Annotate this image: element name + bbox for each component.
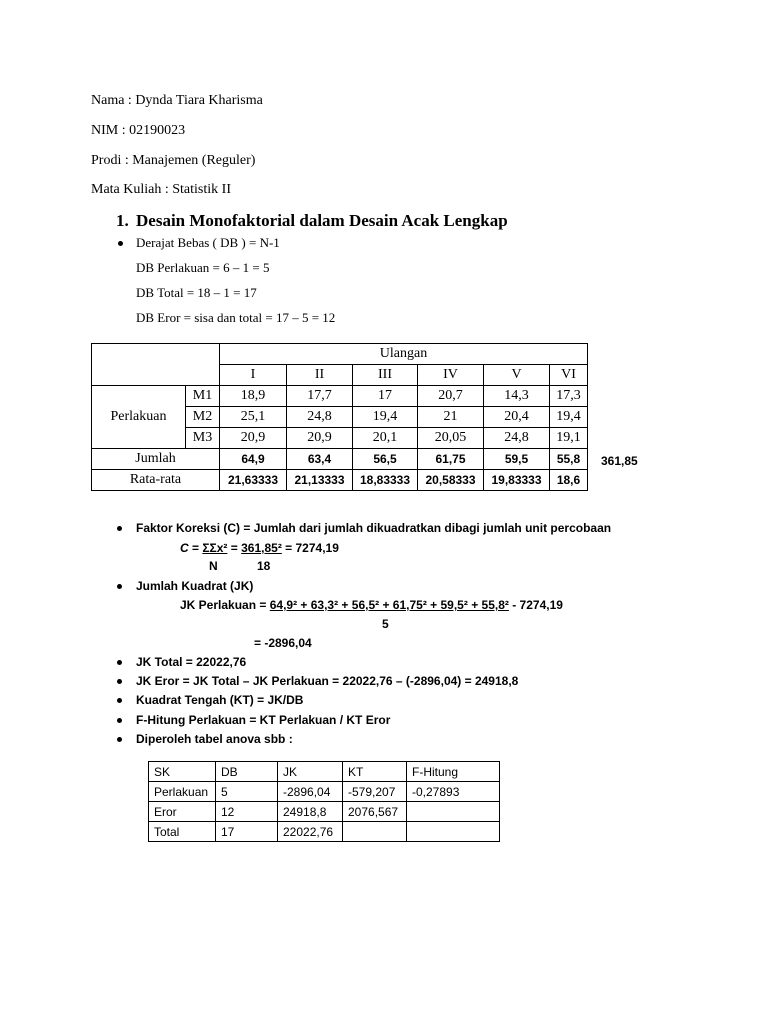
fk-equals: =: [188, 541, 203, 555]
section-number: 1.: [116, 211, 129, 230]
jk-perlakuan-result: = -2896,04: [254, 636, 312, 650]
perlakuan-label: Perlakuan: [92, 386, 186, 449]
db-eror: DB Eror = sisa dan total = 17 – 5 = 12: [136, 310, 336, 325]
empty-corner-cell: [92, 344, 220, 386]
anova-table: [148, 761, 500, 842]
fk-equals-2: =: [227, 541, 242, 555]
row-label: M2: [186, 407, 220, 428]
jk-minus: - 7274,19: [508, 598, 563, 612]
table-row: [149, 782, 500, 802]
db-perlakuan: DB Perlakuan = 6 – 1 = 5: [136, 260, 270, 275]
table-cell: -579,207: [343, 782, 407, 802]
observation-table: [91, 343, 588, 491]
table-cell: 17: [353, 386, 418, 407]
jumlah-cell: 59,5: [484, 449, 550, 470]
bullet-icon: [117, 737, 122, 742]
table-cell: 18,9: [220, 386, 287, 407]
table-cell: 20,4: [484, 407, 550, 428]
jk-numerator: 64,9² + 63,3² + 56,5² + 61,75² + 59,5² + 55,8²: [269, 598, 509, 612]
table-cell: [407, 822, 500, 842]
section-title: Desain Monofaktorial dalam Desain Acak Lengkap: [136, 211, 508, 230]
column-header: I: [220, 365, 287, 386]
column-header: VI: [550, 365, 588, 386]
column-header: V: [484, 365, 550, 386]
fk-denominator-n: N: [209, 559, 218, 573]
table-cell: Eror: [149, 802, 216, 822]
ulangan-header: Ulangan: [220, 344, 588, 365]
bullet-icon: [117, 718, 122, 723]
jk-perlakuan-formula: [180, 598, 563, 612]
table-cell: -2896,04: [278, 782, 343, 802]
table-cell: 20,9: [220, 428, 287, 449]
jumlah-label: Jumlah: [92, 449, 220, 470]
table-cell: 21: [418, 407, 484, 428]
table-cell: 22022,76: [278, 822, 343, 842]
faktor-koreksi-text: Faktor Koreksi (C) = Jumlah dari jumlah dikuadratkan dibagi jumlah unit percobaan: [136, 521, 612, 535]
rata-rata-cell: 21,13333: [287, 470, 353, 491]
column-header: SK: [149, 762, 216, 782]
table-cell: 14,3: [484, 386, 550, 407]
bullet-icon: [117, 679, 122, 684]
db-formula: Derajat Bebas ( DB ) = N-1: [136, 235, 280, 250]
fk-numerator: ΣΣx²: [202, 541, 228, 555]
table-cell: Perlakuan: [149, 782, 216, 802]
db-total: DB Total = 18 – 1 = 17: [136, 285, 257, 300]
row-label: M3: [186, 428, 220, 449]
row-label: M1: [186, 386, 220, 407]
table-cell: [343, 822, 407, 842]
rata-rata-row: [92, 470, 588, 491]
table-cell: 24,8: [287, 407, 353, 428]
table-cell: 12: [216, 802, 278, 822]
student-nim: NIM : 02190023: [91, 123, 186, 138]
f-hitung-text: F-Hitung Perlakuan = KT Perlakuan / KT Eror: [136, 713, 391, 727]
jk-total-text: JK Total = 22022,76: [136, 655, 247, 669]
rata-rata-cell: 18,6: [550, 470, 588, 491]
table-cell: 2076,567: [343, 802, 407, 822]
jumlah-cell: 61,75: [418, 449, 484, 470]
bullet-icon: [117, 584, 122, 589]
column-header: DB: [216, 762, 278, 782]
jumlah-row: [92, 449, 588, 470]
table-cell: 24,8: [484, 428, 550, 449]
jk-eror-text: JK Eror = JK Total – JK Perlakuan = 22022,76 – (-2896,04) = 24918,8: [136, 674, 519, 688]
table-cell: Total: [149, 822, 216, 842]
column-header: F-Hitung: [407, 762, 500, 782]
table-cell: 19,1: [550, 428, 588, 449]
table-row: [149, 802, 500, 822]
jk-prefix: JK Perlakuan =: [180, 598, 270, 612]
jumlah-cell: 56,5: [353, 449, 418, 470]
bullet-icon: [117, 698, 122, 703]
rata-rata-cell: 19,83333: [484, 470, 550, 491]
anova-intro-text: Diperoleh tabel anova sbb :: [136, 732, 293, 746]
column-header: III: [353, 365, 418, 386]
table-cell: 17: [216, 822, 278, 842]
fk-c-symbol: C: [180, 541, 189, 555]
table-cell: 19,4: [550, 407, 588, 428]
table-cell: 24918,8: [278, 802, 343, 822]
bullet-icon: [117, 660, 122, 665]
bullet-icon: [117, 526, 122, 531]
study-program: Prodi : Manajemen (Reguler): [91, 153, 256, 168]
table-cell: [407, 802, 500, 822]
rata-rata-cell: 21,63333: [220, 470, 287, 491]
table-cell: 20,1: [353, 428, 418, 449]
jumlah-cell: 64,9: [220, 449, 287, 470]
table-cell: -0,27893: [407, 782, 500, 802]
rata-rata-cell: 20,58333: [418, 470, 484, 491]
table-cell: 20,05: [418, 428, 484, 449]
faktor-koreksi-formula: [180, 541, 339, 555]
table-cell: 20,9: [287, 428, 353, 449]
grand-total: 361,85: [601, 454, 638, 468]
bullet-icon: [118, 241, 123, 246]
table-cell: 19,4: [353, 407, 418, 428]
column-header: II: [287, 365, 353, 386]
table-row: [149, 822, 500, 842]
table-cell: 25,1: [220, 407, 287, 428]
jumlah-cell: 55,8: [550, 449, 588, 470]
course-name: Mata Kuliah : Statistik II: [91, 182, 231, 197]
table-row: [92, 386, 588, 407]
fk-total-squared: 361,85²: [241, 541, 282, 555]
student-name: Nama : Dynda Tiara Kharisma: [91, 93, 263, 108]
jumlah-cell: 63,4: [287, 449, 353, 470]
table-header-row: [149, 762, 500, 782]
jumlah-kuadrat-text: Jumlah Kuadrat (JK): [136, 579, 254, 593]
table-cell: 20,7: [418, 386, 484, 407]
table-cell: 17,7: [287, 386, 353, 407]
table-cell: 17,3: [550, 386, 588, 407]
fk-result: = 7274,19: [281, 541, 339, 555]
column-header: IV: [418, 365, 484, 386]
column-header: JK: [278, 762, 343, 782]
table-cell: 5: [216, 782, 278, 802]
column-header: KT: [343, 762, 407, 782]
rata-rata-label: Rata-rata: [92, 470, 220, 491]
rata-rata-cell: 18,83333: [353, 470, 418, 491]
kuadrat-tengah-text: Kuadrat Tengah (KT) = JK/DB: [136, 693, 304, 707]
jk-denominator: 5: [382, 617, 389, 631]
fk-denominator-18: 18: [257, 559, 271, 573]
